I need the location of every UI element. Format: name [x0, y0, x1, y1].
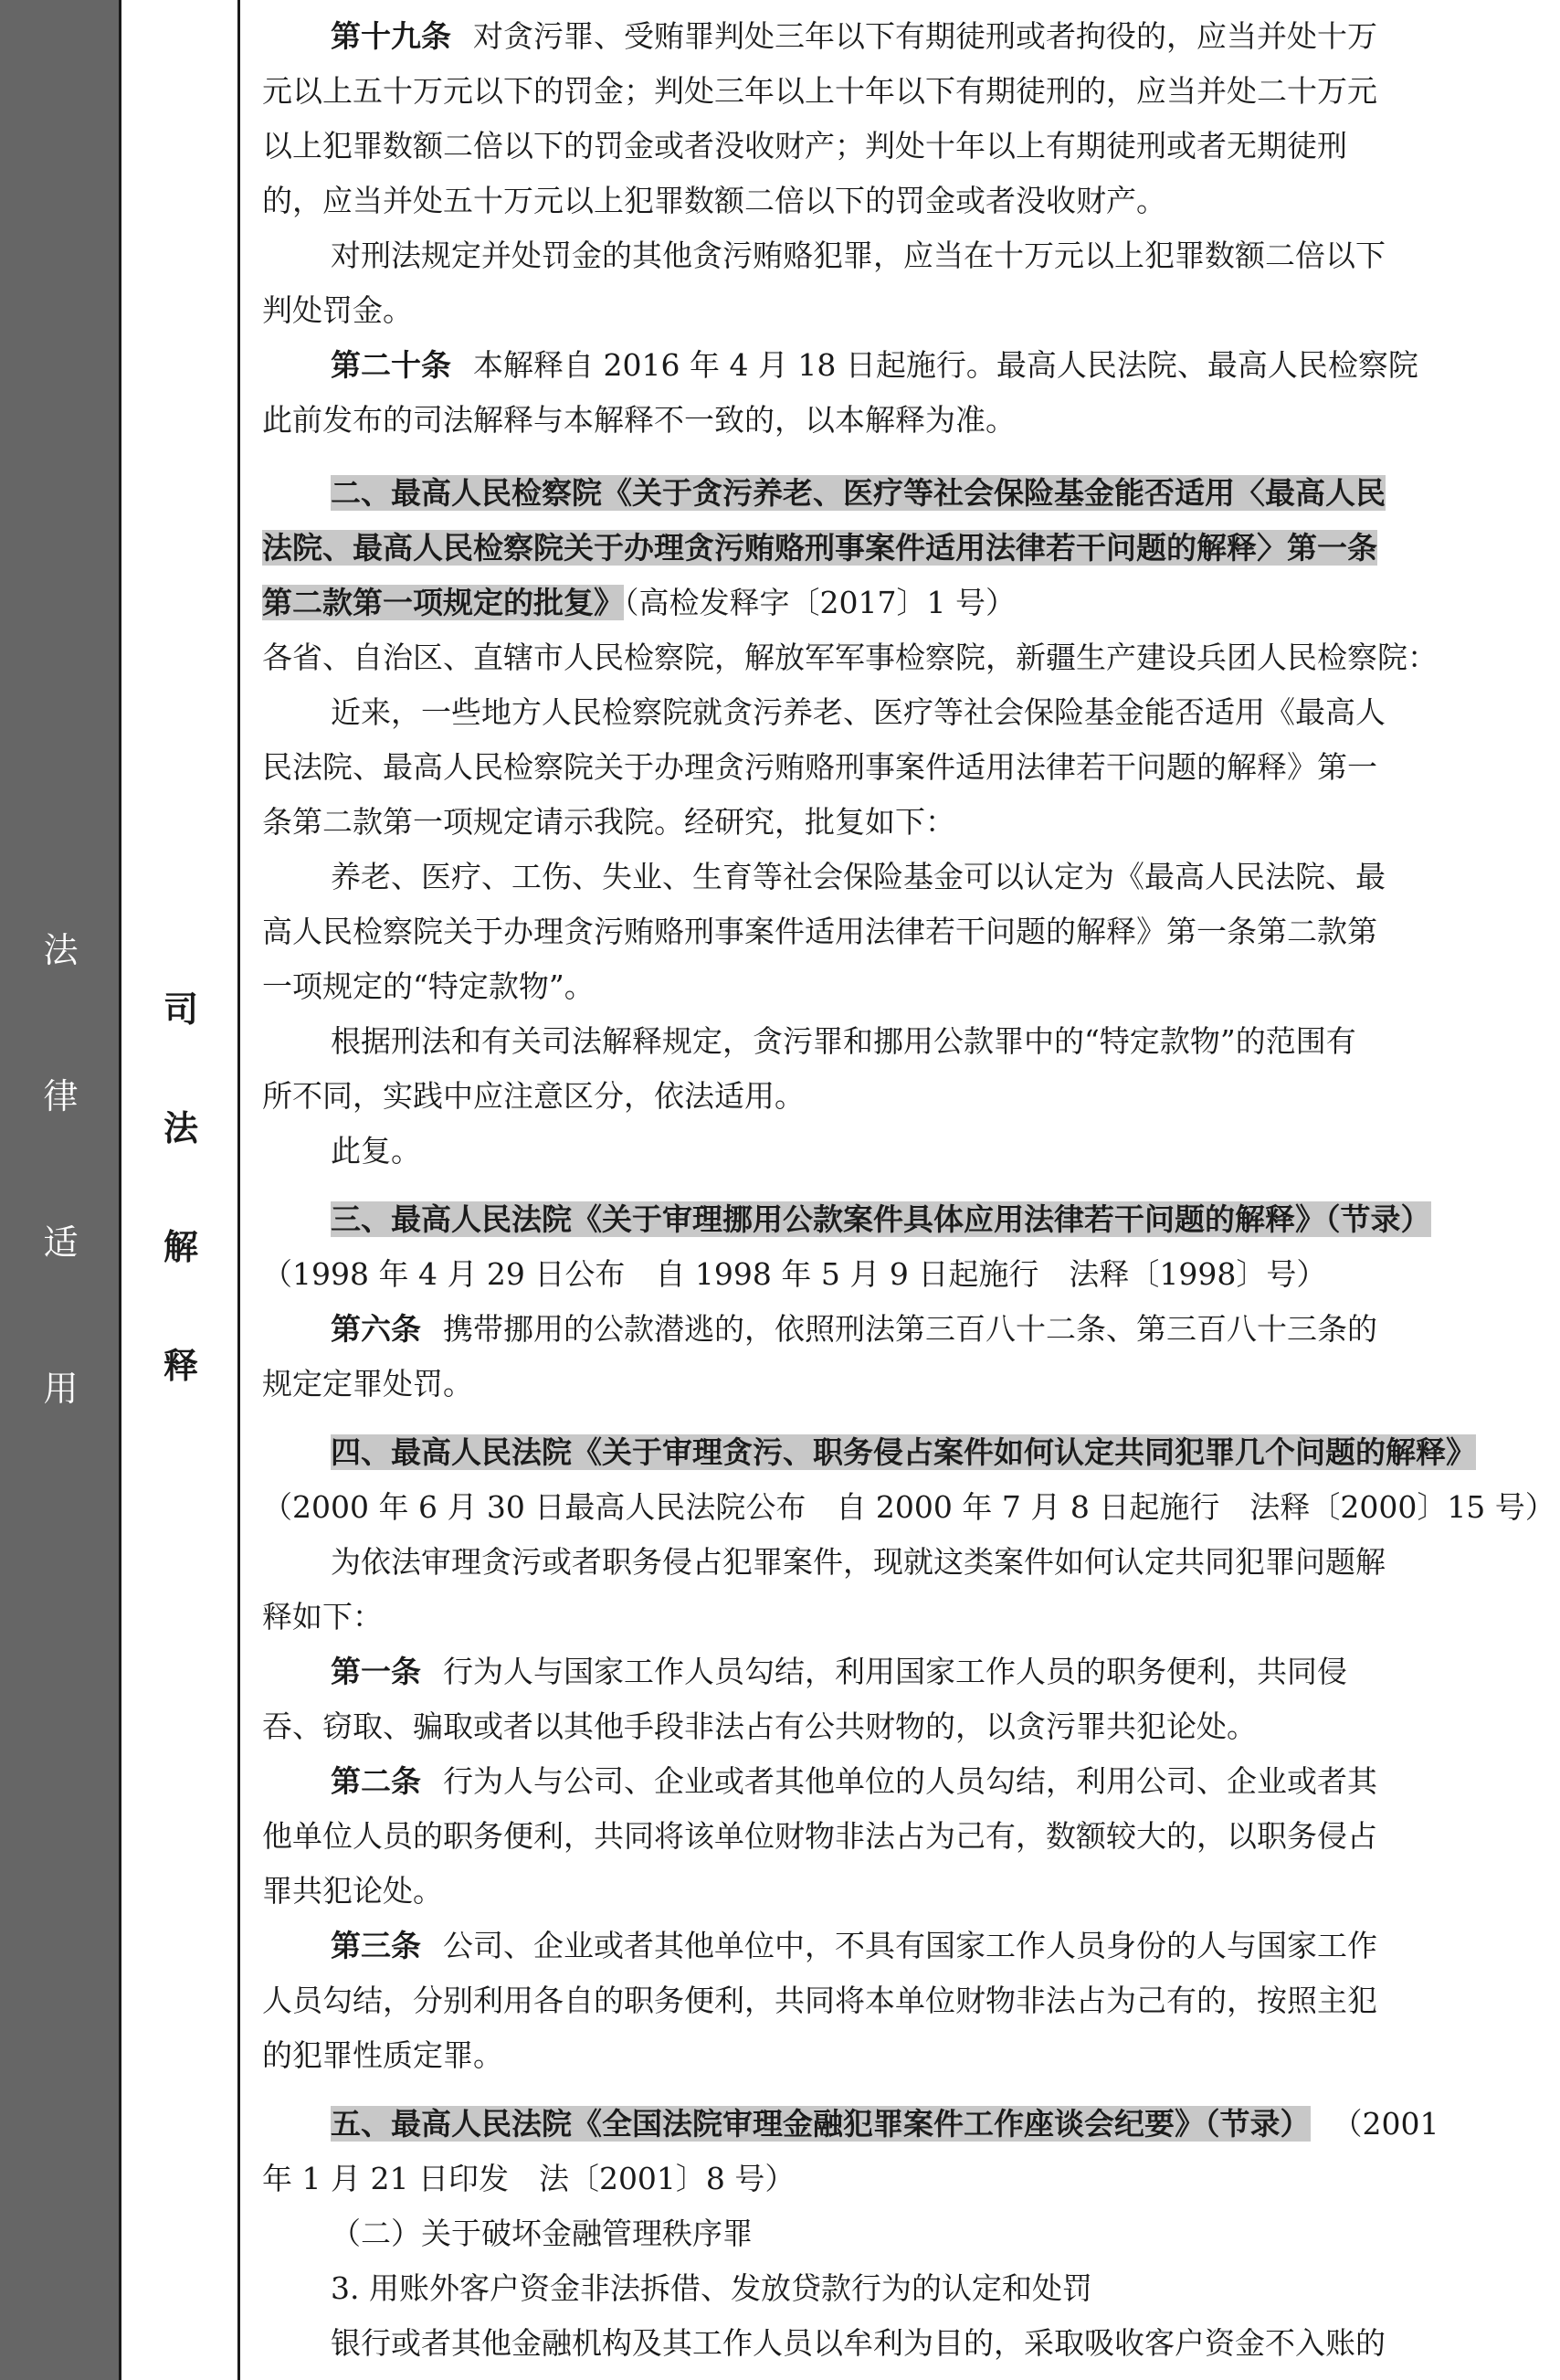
text-line: 的犯罪性质定罪。 — [262, 2037, 503, 2073]
subcategory-char: 司 — [163, 989, 198, 1030]
text-line: 高人民检察院关于办理贪污贿赂刑事案件适用法律若干问题的解释》第一条第二款第 — [262, 914, 1377, 949]
text-line: 为依法审理贪污或者职务侵占犯罪案件，现就这类案件如何认定共同犯罪问题解 — [331, 1544, 1386, 1580]
article-label: 第二条 — [331, 1763, 421, 1799]
text-line: 以上犯罪数额二倍以下的罚金或者没收财产；判处十年以上有期徒刑或者无期徒刑 — [262, 128, 1347, 164]
text-line: 条第二款第一项规定请示我院。经研究，批复如下： — [262, 804, 955, 840]
section-heading — [331, 1434, 1541, 1471]
article-line — [331, 1654, 1541, 1690]
article-label: 第三条 — [331, 1928, 421, 1963]
section-title: 四、最高人民法院《关于审理贪污、职务侵占案件如何认定共同犯罪几个问题的解释》 — [331, 1434, 1476, 1470]
article-line — [331, 1763, 1541, 1800]
section-heading — [262, 585, 1541, 621]
text-line: 所不同，实践中应注意区分，依法适用。 — [262, 1078, 805, 1114]
document-reference: （1998 年 4 月 29 日公布 自 1998 年 5 月 9 日起施行 法释〔1998〕号） — [262, 1256, 1327, 1292]
text-line: 一项规定的“特定款物”。 — [262, 968, 595, 1004]
text-line: 罪共犯论处。 — [262, 1873, 443, 1909]
subheading: 3. 用账外客户资金非法拆借、发放贷款行为的认定和处罚 — [331, 2270, 1092, 2306]
category-char: 法 — [43, 930, 79, 970]
section-title: 五、最高人民法院《全国法院审理金融犯罪案件工作座谈会纪要》（节录） — [331, 2106, 1311, 2142]
section-title: 第二款第一项规定的批复》 — [262, 585, 624, 620]
text-line: 此前发布的司法解释与本解释不一致的，以本解释为准。 — [262, 402, 1016, 438]
article-text: 本解释自 2016 年 4 月 18 日起施行。最高人民法院、最高人民检察院 — [473, 347, 1418, 383]
article-label: 第一条 — [331, 1654, 421, 1689]
article-line — [331, 1928, 1541, 1964]
article-label: 第六条 — [331, 1311, 421, 1347]
section-title: 法院、最高人民检察院关于办理贪污贿赂刑事案件适用法律若干问题的解释〉第一条 — [262, 530, 1377, 566]
section-heading — [331, 2106, 1541, 2142]
text-line: 释如下： — [262, 1599, 383, 1634]
category-char: 适 — [43, 1222, 79, 1263]
section-title: 二、最高人民检察院《关于贪污养老、医疗等社会保险基金能否适用〈最高人民 — [331, 475, 1386, 511]
section-heading — [262, 530, 1541, 566]
document-reference: （2001 — [1332, 2106, 1439, 2142]
text-line: 对刑法规定并处罚金的其他贪污贿赂犯罪，应当在十万元以上犯罪数额二倍以下 — [331, 238, 1386, 273]
subcategory-char: 释 — [163, 1345, 198, 1386]
category-char: 律 — [43, 1076, 79, 1116]
section-heading — [331, 1201, 1541, 1238]
subcategory-char: 法 — [163, 1107, 198, 1148]
text-line: 规定定罪处罚。 — [262, 1366, 473, 1402]
article-text: 对贪污罪、受贿罪判处三年以下有期徒刑或者拘役的，应当并处十万 — [473, 18, 1377, 54]
category-column — [0, 0, 121, 2380]
text-line: 人员勾结，分别利用各自的职务便利，共同将本单位财物非法占为己有的，按照主犯 — [262, 1983, 1377, 2018]
document-reference: （2000 年 6 月 30 日最高人民法院公布 自 2000 年 7 月 8 日起施行 法释〔2000〕15 号） — [262, 1489, 1555, 1525]
text-line: 民法院、最高人民检察院关于办理贪污贿赂刑事案件适用法律若干问题的解释》第一 — [262, 749, 1377, 785]
article-line — [331, 18, 1541, 55]
article-line — [331, 1311, 1541, 1348]
article-label: 第二十条 — [331, 347, 451, 383]
article-text: 公司、企业或者其他单位中，不具有国家工作人员身份的人与国家工作 — [443, 1928, 1377, 1963]
text-line: 养老、医疗、工伤、失业、生育等社会保险基金可以认定为《最高人民法院、最 — [331, 859, 1386, 894]
article-line — [331, 347, 1541, 384]
content-area — [262, 0, 1555, 2380]
section-title: 三、最高人民法院《关于审理挪用公款案件具体应用法律若干问题的解释》（节录） — [331, 1201, 1431, 1237]
subcategory-column — [121, 0, 240, 2380]
text-line: 他单位人员的职务便利，共同将该单位财物非法占为己有，数额较大的，以职务侵占 — [262, 1818, 1377, 1854]
article-label: 第十九条 — [331, 18, 451, 54]
text-line: 根据刑法和有关司法解释规定，贪污罪和挪用公款罪中的“特定款物”的范围有 — [331, 1023, 1356, 1059]
text-line: 近来，一些地方人民检察院就贪污养老、医疗等社会保险基金能否适用《最高人 — [331, 694, 1386, 730]
addressee-line: 各省、自治区、直辖市人民检察院，解放军军事检察院，新疆生产建设兵团人民检察院： — [262, 640, 1438, 675]
text-line: 此复。 — [331, 1133, 421, 1169]
text-line: 元以上五十万元以下的罚金；判处三年以上十年以下有期徒刑的，应当并处二十万元 — [262, 73, 1377, 109]
text-line: 的，应当并处五十万元以上犯罪数额二倍以下的罚金或者没收财产。 — [262, 183, 1166, 218]
article-text: 行为人与国家工作人员勾结，利用国家工作人员的职务便利，共同侵 — [443, 1654, 1347, 1689]
document-reference: （高检发释字〔2017〕1 号） — [624, 585, 1016, 620]
document-reference: 年 1 月 21 日印发 法〔2001〕8 号） — [262, 2161, 796, 2196]
article-text: 行为人与公司、企业或者其他单位的人员勾结，利用公司、企业或者其 — [443, 1763, 1377, 1799]
category-char: 用 — [43, 1369, 79, 1409]
text-line: 判处罚金。 — [262, 292, 413, 328]
subcategory-char: 解 — [163, 1226, 198, 1267]
article-text: 携带挪用的公款潜逃的，依照刑法第三百八十二条、第三百八十三条的 — [443, 1311, 1377, 1347]
text-line: 银行或者其他金融机构及其工作人员以牟利为目的，采取吸收客户资金不入账的 — [331, 2325, 1386, 2361]
subheading: （二）关于破坏金融管理秩序罪 — [331, 2216, 753, 2251]
section-heading — [331, 475, 1541, 512]
text-line: 吞、窃取、骗取或者以其他手段非法占有公共财物的，以贪污罪共犯论处。 — [262, 1708, 1257, 1744]
